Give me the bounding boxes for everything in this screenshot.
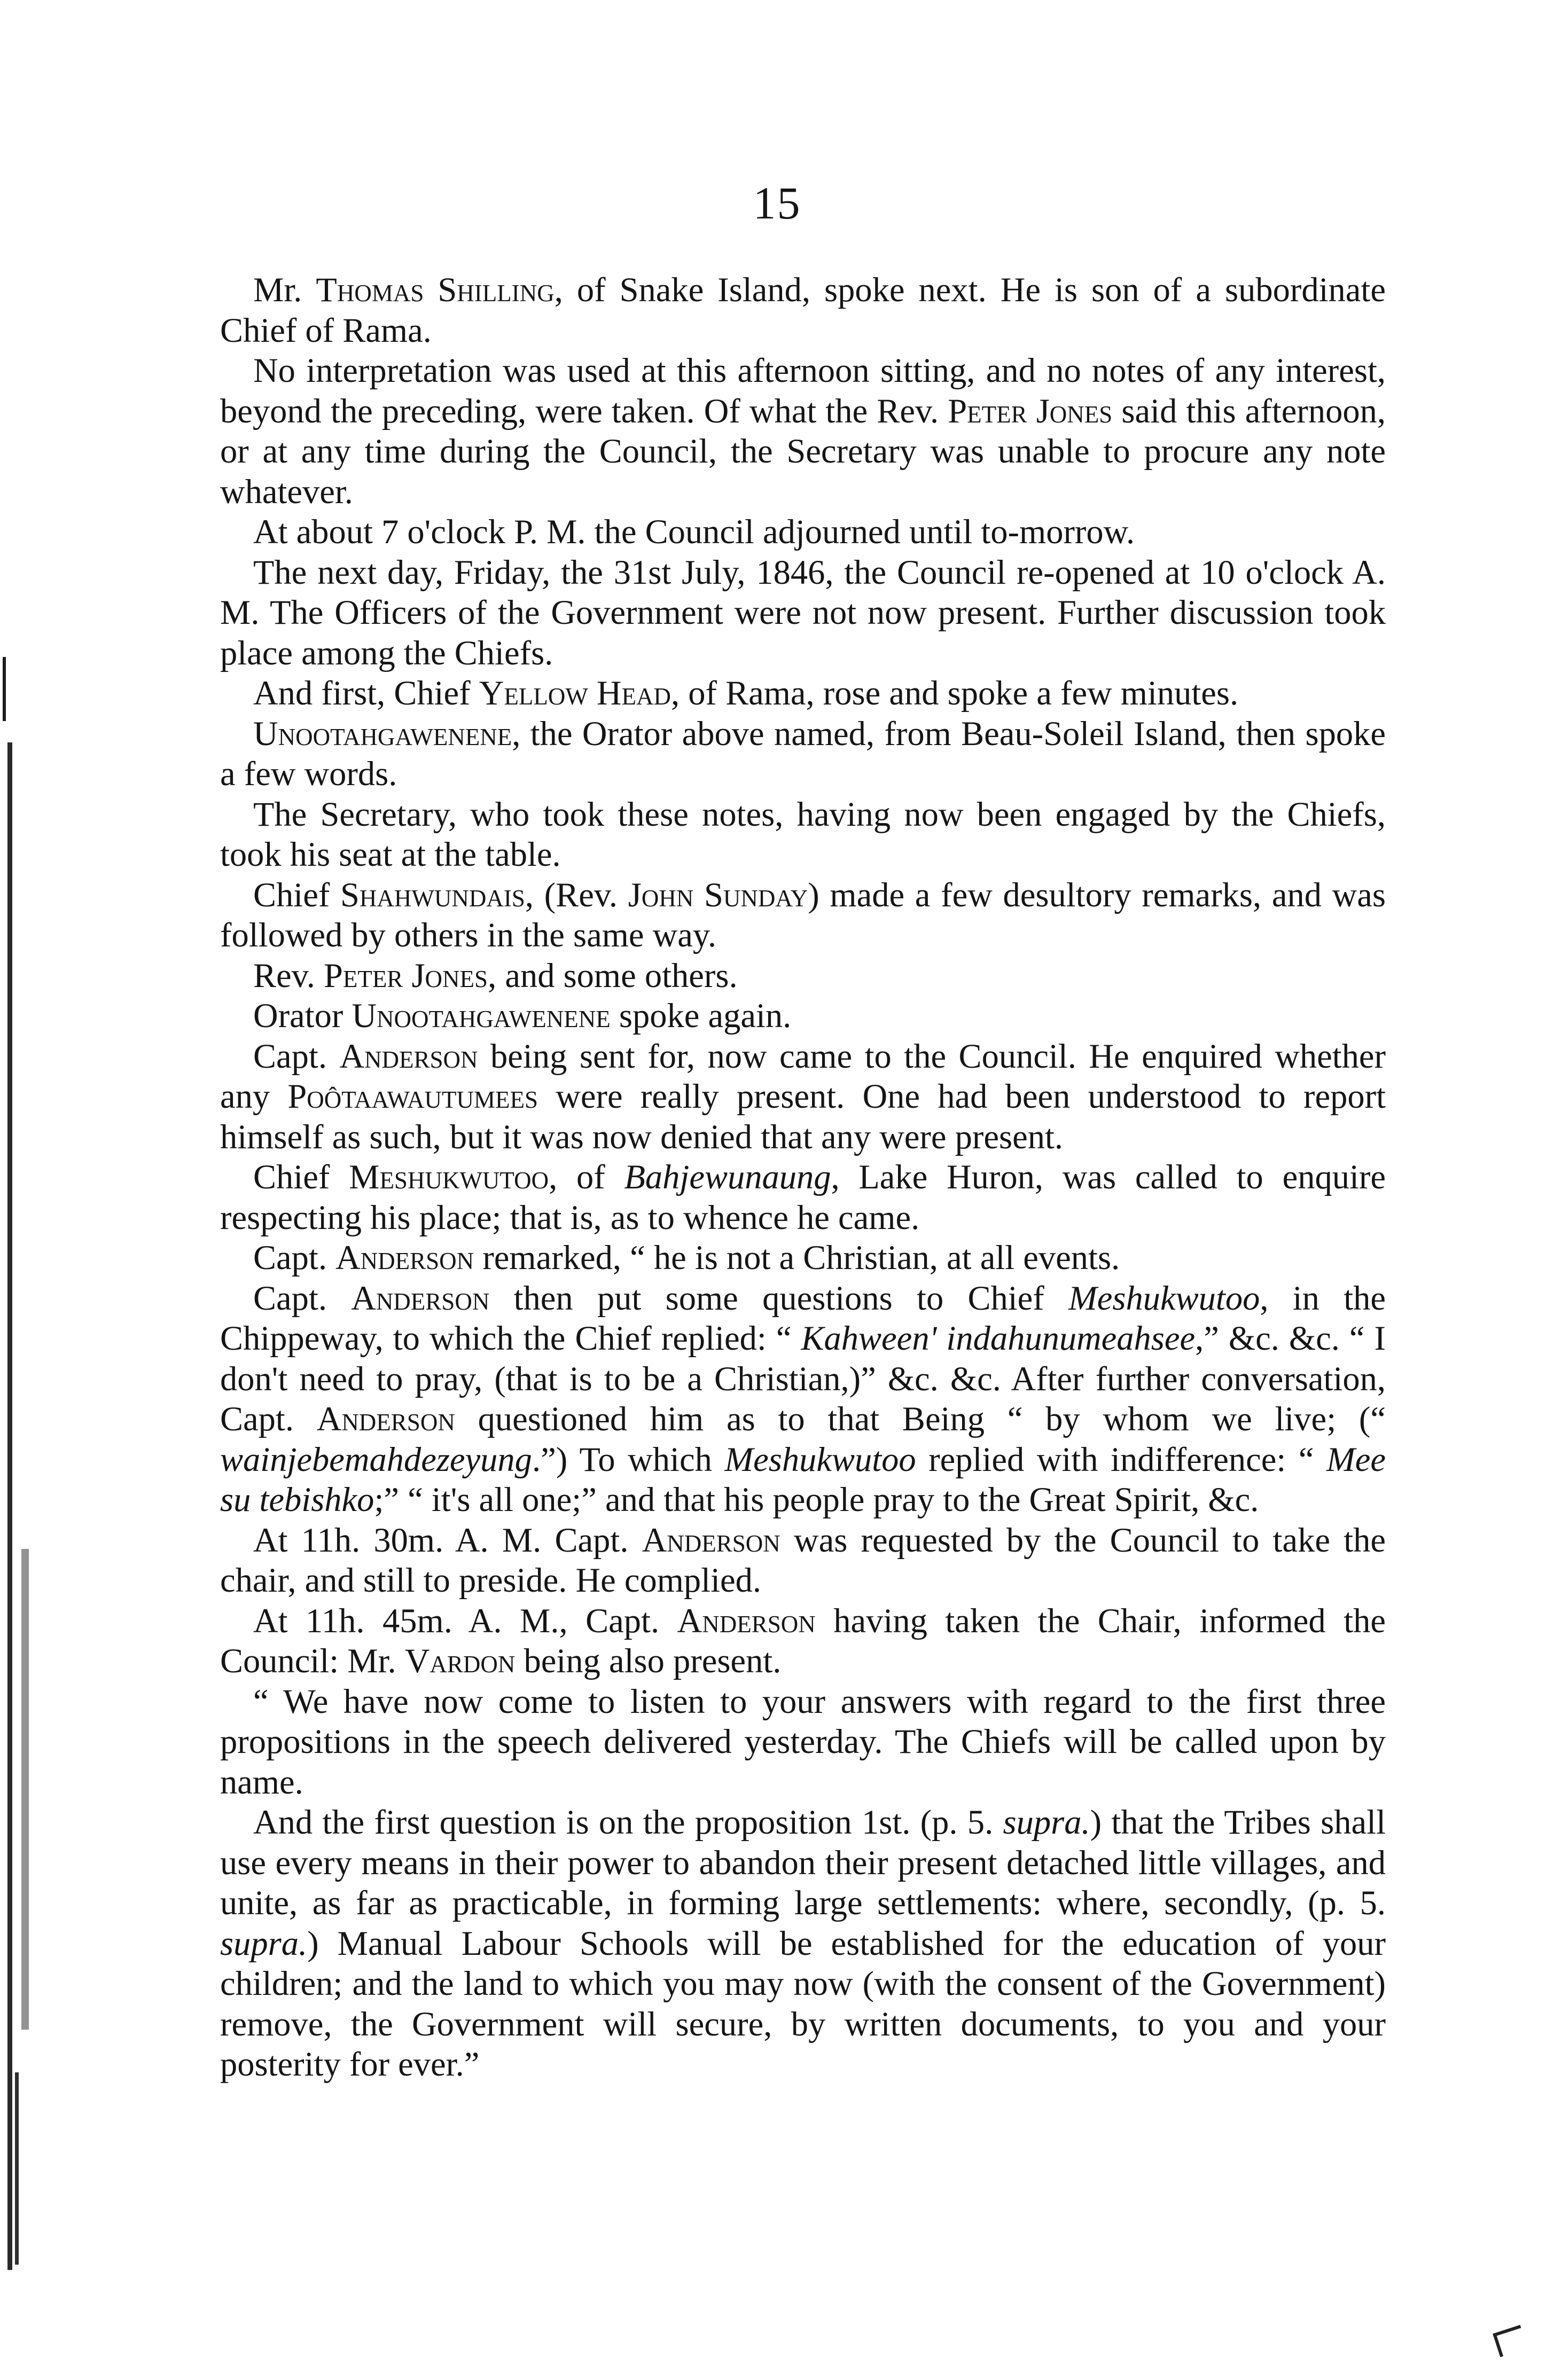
paragraph xyxy=(220,350,1386,512)
small-caps-name: Vardon xyxy=(404,1642,516,1680)
italic-term: supra. xyxy=(220,1924,308,1962)
italic-term: Meshukwutoo xyxy=(1068,1279,1260,1317)
text-run: spoke again. xyxy=(610,997,792,1035)
text-run: being also present. xyxy=(515,1642,782,1680)
paragraph xyxy=(220,1802,1386,2085)
small-caps-name: Thomas Shilling xyxy=(316,271,555,309)
text-run: The next day, Friday, the 31st July, 1846, the Council re-opened at 10 o'clock A. M. The Officers of the Government were not now present. Further discussion took place among the Chiefs. xyxy=(220,553,1386,672)
text-run: were really present. One had been understood to report himself as such, but it was now denied that any were present. xyxy=(220,1077,1386,1156)
text-run: Capt. xyxy=(253,1279,352,1317)
paragraph xyxy=(220,875,1386,956)
italic-term: Kahween' indahunumeahsee xyxy=(801,1319,1196,1357)
small-caps-name: Peter Jones xyxy=(323,956,488,995)
scan-edge-mark xyxy=(7,742,12,2270)
paragraph xyxy=(220,270,1386,350)
text-run: Mr. xyxy=(253,271,316,309)
text-run: said this afternoon, or at any time during the Council, the Secretary was unable to procure any note whatever. xyxy=(220,392,1386,511)
paragraph xyxy=(220,1238,1386,1278)
paragraph xyxy=(220,1036,1386,1157)
text-run: remarked, “ he is not a Christian, at all events. xyxy=(474,1239,1120,1277)
text-run: , the Orator above named, from Beau-Soleil Island, then spoke a few words. xyxy=(220,714,1386,793)
text-run: .”) To which xyxy=(532,1440,725,1478)
text-run: No interpretation was used at this afternoon sitting, and no notes of any interest, beyond the preceding, were taken. Of what the Rev. xyxy=(220,351,1386,430)
text-run: , of xyxy=(549,1158,624,1196)
paragraph xyxy=(220,1157,1386,1238)
paragraph xyxy=(220,996,1386,1036)
paragraph xyxy=(220,714,1386,794)
text-run: At about 7 o'clock P. M. the Council adjourned until to-morrow. xyxy=(253,513,1135,551)
small-caps-name: Anderson xyxy=(642,1521,780,1559)
paragraph xyxy=(220,1278,1386,1520)
text-run: , of Rama, rose and spoke a few minutes. xyxy=(670,674,1239,712)
paragraph xyxy=(220,552,1386,674)
paragraph xyxy=(220,512,1386,552)
page-number: 15 xyxy=(753,177,801,229)
text-run: replied with indifference: “ xyxy=(916,1440,1327,1478)
paragraph xyxy=(220,1681,1386,1803)
text-run: Chief xyxy=(253,875,341,914)
text-run: having taken the Chair, informed the Council: Mr. xyxy=(220,1601,1386,1680)
scan-edge-mark xyxy=(21,1549,29,2030)
text-run: then put some questions to Chief xyxy=(489,1279,1069,1317)
italic-term: Bahjewunaung xyxy=(624,1158,831,1196)
text-run: ) that the Tribes shall use every means in their power to abandon their present detached little villages, and unite, as far as practicable, in forming large settlements: where, secondly, (p. 5. xyxy=(220,1803,1386,1922)
text-run: questioned him as to that Being “ by whom we live; (“ xyxy=(455,1400,1386,1438)
small-caps-name: Shahwundais xyxy=(340,875,525,914)
small-caps-name: Anderson xyxy=(335,1239,474,1277)
text-run: At 11h. 30m. A. M. Capt. xyxy=(253,1521,642,1559)
small-caps-name: Yellow Head xyxy=(479,674,671,712)
small-caps-name: Anderson xyxy=(351,1279,490,1317)
small-caps-name: Anderson xyxy=(339,1037,478,1075)
italic-term: wainjebemahdezeyung xyxy=(220,1440,532,1478)
italic-term: Mee su tebishko xyxy=(220,1440,1386,1518)
paragraph xyxy=(220,1520,1386,1601)
small-caps-name: Anderson xyxy=(677,1601,816,1640)
paragraph xyxy=(220,956,1386,996)
scan-edge-mark xyxy=(15,2072,19,2265)
small-caps-name: Poôtaawautumees xyxy=(287,1077,538,1115)
text-run: ) Manual Labour Schools will be established for the education of your children; and the land to which you may now (with the consent of the Government) remove, the Government will secure, by written documents, to you and your posterity for ever.” xyxy=(220,1924,1386,2083)
text-run: At 11h. 45m. A. M., Capt. xyxy=(253,1601,677,1640)
text-run: Chief xyxy=(253,1158,349,1196)
italic-term: Meshukwutoo xyxy=(724,1440,916,1478)
small-caps-name: Anderson xyxy=(316,1400,455,1438)
small-caps-name: Meshukwutoo xyxy=(349,1158,549,1196)
text-run: And the first question is on the proposition 1st. (p. 5. xyxy=(253,1803,1003,1841)
text-run: , in the Chippeway, to which the Chief replied: “ xyxy=(220,1279,1386,1357)
text-run: The Secretary, who took these notes, having now been engaged by the Chiefs, took his seat at the table. xyxy=(220,795,1386,873)
small-caps-name: Peter Jones xyxy=(948,392,1113,430)
paragraph xyxy=(220,794,1386,875)
text-run: , of Snake Island, spoke next. He is son of a subordinate Chief of Rama. xyxy=(220,271,1386,349)
paragraph xyxy=(220,673,1386,714)
text-run: And first, Chief xyxy=(253,674,479,712)
scan-corner-mark xyxy=(1493,2325,1528,2357)
italic-term: supra. xyxy=(1003,1803,1090,1841)
text-run: ;” “ it's all one;” and that his people pray to the Great Spirit, &c. xyxy=(374,1481,1259,1518)
text-body xyxy=(220,270,1386,2085)
text-run: “ We have now come to listen to your answers with regard to the first three propositions in the speech delivered yesterday. The Chiefs will be called upon by name. xyxy=(220,1682,1386,1801)
small-caps-name: Unootahgawenene xyxy=(253,714,512,753)
text-run: , Lake Huron, was called to enquire respecting his place; that is, as to whence he came. xyxy=(220,1158,1386,1236)
text-run: was requested by the Council to take the chair, and still to preside. He complied. xyxy=(220,1521,1386,1599)
text-run: being sent for, now came to the Council. He enquired whether any xyxy=(220,1037,1386,1115)
text-run: Rev. xyxy=(253,956,324,995)
paragraph xyxy=(220,1601,1386,1681)
small-caps-name: Unootahgawenene xyxy=(352,997,611,1035)
text-run: Capt. xyxy=(253,1239,336,1277)
text-run: , (Rev. xyxy=(525,875,628,914)
text-run: ) made a few desultory remarks, and was followed by others in the same way. xyxy=(220,875,1386,954)
small-caps-name: John Sunday xyxy=(628,875,808,914)
text-run: Orator xyxy=(253,997,352,1035)
scan-edge-mark xyxy=(3,657,6,721)
text-run: Capt. xyxy=(253,1037,340,1075)
text-run: ,” &c. &c. “ I don't need to pray, (that is to be a Christian,)” &c. &c. After further conversation, Capt. xyxy=(220,1319,1386,1438)
text-run: , and some others. xyxy=(488,956,738,995)
